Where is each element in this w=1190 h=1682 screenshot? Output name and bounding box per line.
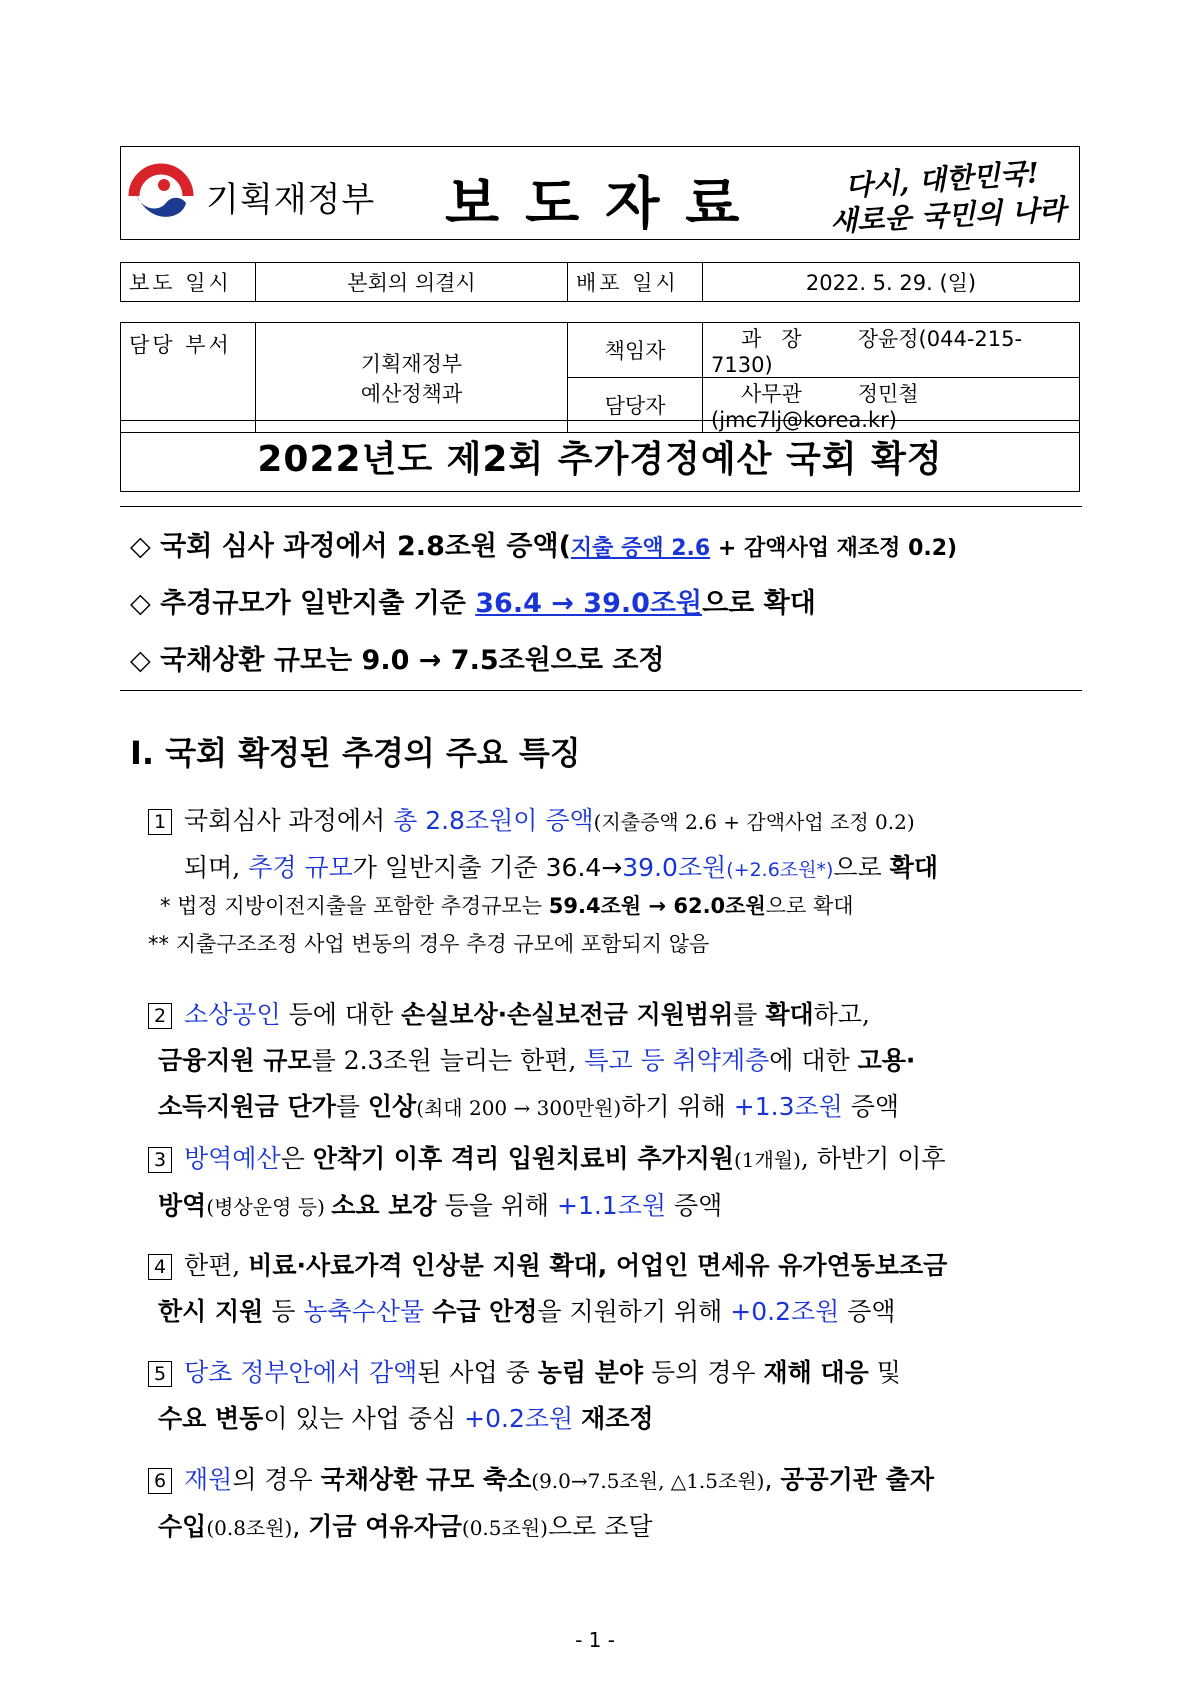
item-bold: 손실보상·손실보전금 지원범위: [401, 1000, 734, 1029]
item-text: 으로: [833, 853, 890, 882]
distribution-date-label: 배포 일시: [568, 263, 703, 302]
item-bold: 확대: [889, 853, 938, 882]
slogan-line-1: 다시, 대한민국!: [844, 156, 1041, 203]
item-text: 한편,: [184, 1251, 249, 1280]
item-text: 을 지원하기 위해: [537, 1297, 731, 1326]
item-text: 등: [263, 1297, 304, 1326]
item-bold: 금융지원 규모: [158, 1046, 312, 1075]
item-paren: (0.5조원): [461, 1516, 548, 1540]
item-bold: 방역: [158, 1191, 207, 1220]
item-bold: 비료·사료가격 인상분 지원 확대, 어업인 면세유 유가연동보조금: [248, 1251, 948, 1280]
item-highlight: 소상공인: [184, 1000, 281, 1029]
release-date-value: 본회의 의결시: [256, 263, 568, 302]
item-bold: 수급 안정: [432, 1297, 538, 1326]
item-paren: (1개월): [733, 1148, 801, 1172]
summary-bullet-3: ◇ 국채상환 규모는 9.0 → 7.5조원으로 조정: [130, 645, 665, 676]
item-highlight: +1.3조원: [733, 1092, 843, 1121]
item-number: 1: [148, 809, 172, 835]
item-highlight: 39.0조원: [622, 853, 727, 882]
item-text: [424, 1297, 432, 1326]
taegeuk-logo-icon: [128, 163, 194, 229]
summary-bullet-1-text: ◇ 국회 심사 과정에서 2.8조원 증액(: [130, 531, 571, 562]
list-item-2: [148, 992, 1088, 1131]
contact-info-table: [120, 322, 1080, 433]
item-highlight: 추경 규모: [248, 853, 353, 882]
summary-bullet-1-tail: + 감액사업 재조정 0.2): [710, 536, 958, 561]
item-paren: (병상운영 등): [206, 1195, 332, 1219]
item-paren: (9.0→7.5조원, △1.5조원): [531, 1469, 765, 1493]
department-line-2: 예산정책과: [360, 381, 463, 406]
footnote-bold: 59.4조원 → 62.0조원: [548, 894, 766, 918]
item-highlight: 방역예산: [184, 1144, 281, 1173]
item-bold: 인상: [367, 1092, 417, 1121]
item-bold: 기금 여유자금: [308, 1512, 462, 1541]
list-item-6: [148, 1457, 1088, 1551]
department-label: 담당 부서: [121, 323, 256, 433]
item-highlight: (+2.6조원*): [726, 859, 834, 881]
item-text: 하기 위해: [621, 1092, 734, 1121]
item-paren: (0.8조원): [206, 1516, 293, 1540]
summary-bullet-2-link[interactable]: 36.4 → 39.0조원: [475, 588, 703, 619]
responsible-name: 장윤정(044-215-7130): [711, 327, 1023, 377]
footnote-text: 으로 확대: [765, 894, 854, 918]
item-highlight: 농축수산물: [303, 1297, 425, 1326]
page-number: - 1 -: [575, 1628, 615, 1652]
department-line-1: 기획재정부: [360, 351, 463, 376]
item-bold: 재조정: [581, 1404, 654, 1433]
summary-bullet-1-link[interactable]: 지출 증액 2.6: [570, 536, 711, 561]
title-box: [120, 420, 1080, 492]
item-text: 국회심사 과정에서: [184, 806, 394, 835]
item-text: 증액: [839, 1297, 896, 1326]
list-item-4: [148, 1243, 1088, 1335]
item-text: , 하반기 이후: [800, 1144, 946, 1173]
item-text: 및: [868, 1358, 901, 1387]
item-bold: 한시 지원: [158, 1297, 264, 1326]
release-date-label: 보도 일시: [121, 263, 256, 302]
ministry-name: 기획재정부: [206, 180, 376, 220]
footnote-1: [160, 890, 854, 920]
item-text: [573, 1404, 581, 1433]
item-text: 를: [335, 1092, 368, 1121]
summary-bottom-rule: [120, 690, 1082, 691]
responsible-title: 과 장: [741, 327, 802, 351]
item-text: 증액: [666, 1191, 723, 1220]
item-bold: 재해 대응: [763, 1358, 869, 1387]
summary-top-rule: [120, 506, 1082, 507]
item-number: 5: [148, 1361, 172, 1387]
responsible-value: [703, 323, 1080, 378]
item-highlight: 당초 정부안에서 감액: [184, 1358, 418, 1387]
responsible-label: 책임자: [568, 323, 703, 378]
release-info-table: [120, 262, 1080, 302]
item-text: 증액: [842, 1092, 900, 1121]
item-highlight: +1.1조원: [557, 1191, 667, 1220]
item-paren: (최대 200 → 300만원): [416, 1096, 622, 1120]
summary-bullet-1: [130, 524, 957, 563]
item-text: 등에 대한: [280, 1000, 402, 1029]
department-value: [256, 323, 568, 433]
item-number: 2: [148, 1003, 172, 1029]
item-bold: 국채상환 규모 축소: [320, 1465, 532, 1494]
footnote-text: * 법정 지방이전지출을 포함한 추경규모는: [160, 894, 549, 918]
item-bold: 소요 보강: [331, 1191, 437, 1220]
item-text: 등을 위해: [436, 1191, 557, 1220]
item-bold: 안착기 이후 격리 입원치료비 추가지원: [312, 1144, 734, 1173]
item-bold: 고용·: [857, 1046, 916, 1075]
item-highlight: +0.2조원: [730, 1297, 840, 1326]
item-bold: 농림 분야: [537, 1358, 644, 1387]
item-text: 으로 조달: [547, 1512, 653, 1541]
item-bold: 공공기관 출자: [780, 1465, 934, 1494]
staff-title: 사무관: [741, 382, 802, 406]
item-text: 를: [733, 1000, 766, 1029]
distribution-date-value: 2022. 5. 29. (일): [703, 263, 1080, 302]
item-number: 4: [148, 1254, 172, 1280]
staff-label: 담당자: [568, 378, 703, 433]
slogan-line-2: 새로운 국민의 나라: [829, 192, 1067, 239]
item-text: 된 사업 중: [417, 1358, 538, 1387]
list-item-1: [148, 798, 1088, 893]
item-highlight: 특고 등 취약계층: [584, 1046, 770, 1075]
summary-bullet-2: [130, 581, 816, 620]
item-bold: 수요 변동: [158, 1404, 264, 1433]
item-paren: (지출증액 2.6 + 감액사업 조정 0.2): [593, 810, 915, 834]
item-text: 를 2.3조원 늘리는 한편,: [311, 1046, 585, 1075]
footnote-2: ** 지출구조조정 사업 변동의 경우 추경 규모에 포함되지 않음: [148, 932, 710, 956]
item-highlight: 총 2.8조원이 증액: [393, 806, 594, 835]
item-text: ,: [764, 1465, 781, 1494]
summary-bullet-2-text: ◇ 추경규모가 일반지출 기준: [130, 588, 476, 619]
list-item-3: [148, 1136, 1088, 1230]
item-bold: 확대: [765, 1000, 814, 1029]
item-highlight: 재원: [184, 1465, 233, 1494]
item-text: ,: [292, 1512, 309, 1541]
item-highlight: +0.2조원: [464, 1404, 574, 1433]
item-number: 6: [148, 1468, 172, 1494]
item-text: 에 대한: [769, 1046, 858, 1075]
item-text: 하고,: [813, 1000, 870, 1029]
list-item-5: [148, 1350, 1088, 1442]
item-bold: 수입: [158, 1512, 207, 1541]
staff-name: 정민철(jmc7lj@korea.kr): [711, 382, 919, 432]
item-text: 은: [280, 1144, 313, 1173]
item-text: 되며,: [184, 853, 249, 882]
document-type: 보도자료: [445, 172, 766, 237]
summary-bullet-2-tail: 으로 확대: [702, 588, 816, 619]
page-title: 2022년도 제2회 추가경정예산 국회 확정: [257, 438, 943, 480]
item-number: 3: [148, 1147, 172, 1173]
item-bold: 소득지원금 단가: [158, 1092, 336, 1121]
item-text: 이 있는 사업 중심: [263, 1404, 465, 1433]
item-text: 의 경우: [232, 1465, 321, 1494]
section-title: Ⅰ. 국회 확정된 추경의 주요 특징: [130, 734, 581, 772]
item-text: 등의 경우: [643, 1358, 764, 1387]
item-text: 가 일반지출 기준 36.4→: [352, 853, 623, 882]
